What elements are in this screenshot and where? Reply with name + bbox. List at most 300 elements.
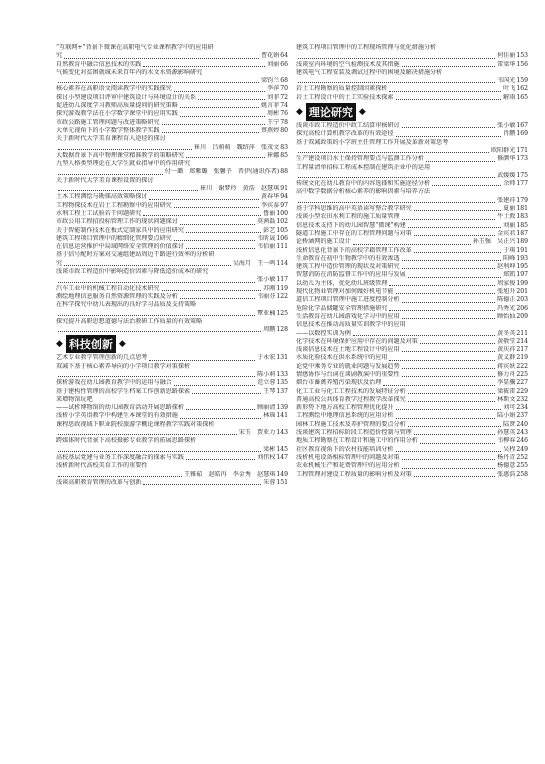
entry-author: 解雨 [503, 93, 516, 101]
entry-page: 171 [516, 146, 528, 154]
toc-entry [296, 454, 528, 462]
entry-page: 88 [280, 168, 288, 176]
entry-title: “互联网+”背景下微课在高职电气专业课程教学中的应用研 [56, 44, 214, 51]
toc-entry [56, 69, 288, 77]
entry-author: 李萍 [267, 85, 280, 93]
toc-entry [56, 177, 288, 185]
toc-entry [56, 160, 288, 168]
toc-entry [296, 429, 528, 437]
dot-leader [58, 315, 255, 316]
dot-leader [402, 219, 495, 220]
entry-title: 建筑工程项目管理中的精细化管理要点研究 [56, 234, 172, 242]
entry-title: 艺术专业教学管理创新的几点思考 [56, 354, 148, 362]
entry-page: 209 [516, 312, 528, 320]
entry-title: 生命教育在初中生物教学中的有效渗透 [296, 254, 400, 262]
toc-entry [296, 354, 528, 362]
entry-title: 高校基层党建与业务工作深度融合的探索与实践 [56, 453, 184, 461]
toc-entry [56, 135, 288, 143]
toc-entry [296, 371, 528, 379]
toc-entry [56, 326, 288, 334]
entry-page: 169 [516, 130, 528, 138]
dot-leader [58, 434, 237, 435]
dot-leader [162, 290, 262, 291]
toc-entry [56, 396, 288, 404]
entry-title: 大单元视角下的小学数学整体教学实践 [56, 126, 160, 134]
entry-author: 韦昕晟 [257, 234, 276, 242]
entry-author: 覃亚楠 [257, 309, 276, 317]
toc-entry [296, 296, 528, 304]
toc-entry [296, 44, 528, 52]
toc-entry [56, 354, 288, 362]
entry-title: 高中数学数据分析核心素养的影响因素与培养方法 [296, 188, 431, 196]
entry-page: 125 [276, 309, 288, 317]
dot-leader [402, 268, 495, 269]
dot-leader [180, 224, 255, 225]
toc-entry [56, 152, 288, 160]
entry-title: 化学技术在环境保护应用中存在的问题及对策 [296, 337, 418, 345]
entry-author: 雷梁华 [497, 60, 516, 68]
entry-author: 张小敏 [257, 276, 276, 284]
entry-title: 来增物馆玩吧 [56, 395, 93, 403]
entry-page: 206 [516, 304, 528, 312]
entry-author: 周家俊 [497, 279, 516, 287]
entry-title: 土木工程测绘与勘探高效策略探讨 [56, 193, 148, 201]
entry-title: 探究游戏教学法在小学数学课堂中的应用实践 [56, 110, 178, 118]
dot-leader [353, 244, 471, 245]
toc-entry [296, 164, 528, 172]
dot-leader [58, 174, 163, 175]
entry-title: 市政公用工程招投标管理工作的现状问题探讨 [56, 218, 178, 226]
diamond-icon: ◆ [118, 339, 126, 350]
entry-title: 核心素养在高职语文阅读教学中的实践探究 [56, 85, 172, 93]
entry-page: 179 [516, 196, 528, 204]
entry-page: 133 [276, 370, 288, 378]
entry-title: 农业机械生产和花费管理中的应用分析 [296, 462, 400, 470]
toc-entry [296, 346, 528, 354]
entry-page: 187 [516, 229, 528, 237]
entry-page: 246 [516, 437, 528, 445]
entry-author: 莫茜磊 [257, 218, 276, 226]
toc-entry [56, 102, 288, 110]
toc-entry [296, 305, 528, 313]
entry-title: 在信息运营推护中局域网络安全管理的价值探讨 [56, 243, 184, 251]
entry-author: 刘丽 [267, 60, 280, 68]
dot-leader [389, 285, 495, 286]
entry-author: 杨德意 [497, 462, 516, 470]
entry-author: 杨丹青 [497, 453, 516, 461]
entry-author: 梁筱雷 [497, 387, 516, 395]
diamond-icon: ◆ [296, 107, 303, 118]
entry-author: 苏刚 [263, 284, 276, 292]
dot-leader [414, 434, 495, 435]
entry-title: 隧道工程施工中存在的工程管理问题与对策 [296, 229, 412, 237]
toc-entry [56, 260, 288, 268]
toc-entry [296, 213, 528, 221]
toc-entry [296, 338, 528, 346]
dot-leader [58, 476, 182, 477]
toc-list-lilun [296, 122, 528, 479]
dot-leader [402, 459, 495, 460]
entry-title: 地质工程勘察在工程设计和施工中的作用分析 [296, 437, 418, 445]
entry-title: 岩土工程勘察的质量控制因素探析 [296, 85, 388, 93]
entry-page: 105 [276, 226, 288, 234]
entry-author: 张惠浩 [497, 470, 516, 478]
toc-entry [296, 94, 528, 102]
entry-author: 韦国光 [497, 77, 516, 85]
entry-title: 市政公路施工管理问题与改进策略研究 [56, 118, 160, 126]
entry-page: 258 [516, 470, 528, 478]
entry-author: 肖鹏 [503, 130, 516, 138]
dot-leader [64, 265, 231, 266]
entry-page: 64 [280, 52, 288, 60]
entry-title: 水质化验技术在供水系统中的应用 [296, 354, 388, 362]
entry-title: ——以数控实训为例 [296, 329, 351, 337]
entry-page: 167 [516, 122, 528, 130]
entry-author: 周鹏 [263, 326, 276, 334]
dot-leader [298, 177, 495, 178]
toc-entry [296, 188, 528, 196]
entry-title: 探究高校计算机教学改革的有效途径 [296, 130, 394, 138]
entry-title: 化工工业与化工工程技术的发展特征分析 [296, 387, 406, 395]
toc-entry [56, 243, 288, 251]
entry-page: 151 [276, 478, 288, 486]
dot-leader [408, 401, 495, 402]
dot-leader [396, 136, 502, 137]
section-heading-text: 理论研究 [306, 103, 356, 121]
entry-title: 水利工程土工试验若干问题研究 [56, 209, 142, 217]
entry-author: 陆贤 [503, 420, 516, 428]
entry-title: 论桥涵网的施工设计 [296, 238, 351, 246]
toc-entry [296, 205, 528, 213]
entry-author: 蔡燕婷 [260, 126, 280, 134]
entry-title: 情感协作与台词在谈剧教演中的重要性 [296, 370, 400, 378]
dot-leader [426, 161, 495, 162]
entry-author: 刘丽 [503, 221, 516, 229]
entry-page: 189 [516, 238, 528, 246]
dot-leader [143, 66, 265, 67]
dot-leader [58, 82, 259, 83]
entry-title: 传统文化在幼儿教育中的内容选择和实施途径分析 [296, 180, 431, 188]
dot-leader [198, 99, 265, 100]
entry-title: 究 [56, 259, 63, 267]
entry-author: 于永宏 [257, 354, 276, 362]
entry-page: 165 [516, 93, 528, 101]
dot-leader [420, 343, 495, 344]
entry-author: 何佳丽 [497, 52, 516, 60]
toc-entry [56, 446, 288, 454]
toc-entry [296, 437, 528, 445]
entry-title: 道信工程项目管理中施工进度控制分析 [296, 296, 400, 304]
entry-title: 浅谈信息技术在土地工程设计中的应用 [296, 346, 400, 354]
dot-leader [414, 235, 495, 236]
entry-page: 222 [516, 362, 528, 370]
entry-page: 72 [280, 93, 288, 101]
dot-leader [174, 207, 259, 208]
dot-leader [64, 58, 259, 59]
entry-page: 211 [516, 329, 528, 337]
dot-leader [192, 393, 261, 394]
dot-leader [389, 310, 495, 311]
toc-entry [56, 44, 288, 52]
entry-page: 80 [280, 126, 288, 134]
toc-list-keji [56, 354, 288, 487]
dot-leader [396, 293, 496, 294]
dot-leader [408, 227, 501, 228]
entry-title: 智慧消防在消防监督工作中的应用与发展 [296, 271, 406, 279]
entry-title: 课程思政视域下职业院校旅游学概论课程教学实践对策探析 [56, 420, 215, 428]
entry-page: 156 [516, 60, 528, 68]
entry-title: 基于学科思维的高中英语读写整合教学研究 [296, 205, 412, 213]
entry-title: 工程物探技术在岩土工程勘察中的应用研究 [56, 201, 172, 209]
entry-page: 225 [516, 370, 528, 378]
entry-page: 240 [516, 420, 528, 428]
entry-page: 147 [276, 453, 288, 461]
entry-author: 宋玉 贾亚力 [238, 429, 276, 437]
toc-entry [296, 363, 528, 371]
entry-page: 114 [276, 259, 288, 267]
entry-title: 浅谈市政工程造价中政工结算审核研讨 [296, 122, 400, 130]
entry-author: 王宁 [267, 118, 280, 126]
toc-entry [296, 155, 528, 163]
entry-author: 吴海月 王一鸣 [232, 259, 276, 267]
toc-entry [56, 285, 288, 293]
entry-page: 143 [276, 429, 288, 437]
entry-author: 朱蓉 [263, 478, 276, 486]
entry-author: 姚言菲 [260, 102, 280, 110]
toc-column-left [56, 44, 288, 487]
toc-entry [296, 271, 528, 279]
entry-title: 关于新时代大学美育课程设置的探讨 [56, 176, 154, 184]
entry-title: 探析游戏在幼儿园教育教学中的运用与融合 [56, 379, 172, 387]
entry-page: 117 [276, 276, 288, 284]
entry-page: 177 [516, 180, 528, 188]
toc-entry [56, 479, 288, 487]
entry-author: 鲁丽 [263, 209, 276, 217]
toc-entry [56, 318, 288, 326]
entry-title: 测绘地理信息服务自然资源管理的实践及分析 [56, 292, 178, 300]
entry-page: 139 [276, 404, 288, 412]
entry-page: 197 [516, 271, 528, 279]
entry-page: 175 [516, 171, 528, 179]
entry-author: 黄义群 [497, 354, 516, 362]
entry-page: 141 [276, 412, 288, 420]
toc-entry [56, 110, 288, 118]
entry-title: 双减下基于核心素养导向的小学项目教学对策探析 [56, 362, 191, 370]
entry-page: 249 [516, 445, 528, 453]
toc-entry [56, 462, 288, 470]
entry-author: 韦丽芬 [257, 292, 276, 300]
dot-leader [396, 451, 502, 452]
entry-title: 关于智能制作技术在板式定制家具中的应用研究 [56, 226, 184, 234]
toc-entry [56, 268, 288, 276]
dot-leader [389, 91, 501, 92]
dot-leader [149, 360, 255, 361]
entry-title: 基于双减政策的小学班主任管理工作开展及革新对策思考 [296, 138, 449, 146]
entry-page: 183 [516, 213, 528, 221]
entry-title: 浅析机电设备相标管理中的问题及对策 [296, 453, 400, 461]
dot-leader [58, 282, 255, 283]
toc-entry [296, 197, 528, 205]
entry-author: 陈德正 [497, 296, 516, 304]
entry-title: 自然教育中融合信息技术的实践 [56, 60, 142, 68]
dot-leader [58, 376, 255, 377]
toc-entry [56, 202, 288, 210]
entry-title: 基于建构性管理的高校学生档案工作创新思路探索 [56, 387, 191, 395]
dot-leader [353, 335, 495, 336]
entry-page: 106 [276, 234, 288, 242]
entry-title: 工程量清单招标工程成本控制在建筑企业中的运用 [296, 163, 431, 171]
entry-author: 牛士敦 [497, 213, 516, 221]
entry-page: 122 [276, 292, 288, 300]
entry-title: 浅析新时代高校美育工作的重要性 [56, 462, 148, 470]
entry-author: 范立蓉 [257, 379, 276, 387]
entry-author: 黄庆祥 [497, 346, 516, 354]
dot-leader [432, 185, 501, 186]
toc-entry [296, 122, 528, 130]
toc-entry [56, 168, 288, 176]
toc-entry [296, 85, 528, 93]
entry-page: 229 [516, 387, 528, 395]
entry-author: 韦柳春 [497, 437, 516, 445]
section-heading-text: 科技创新 [66, 335, 116, 353]
entry-title: 浅谈市政工程造价中影响造价因素与降低造价成本的研究 [56, 268, 209, 276]
toc-entry [56, 227, 288, 235]
dot-leader [402, 260, 502, 261]
entry-page: 149 [276, 470, 288, 478]
entry-author: 冯秀光 [497, 304, 516, 312]
toc-entry [296, 421, 528, 429]
toc-entry [296, 462, 528, 470]
entry-page: 76 [280, 110, 288, 118]
entry-page: 232 [516, 395, 528, 403]
entry-author: 梁彬 [263, 445, 276, 453]
toc-entry [296, 388, 528, 396]
toc-entry [56, 412, 288, 420]
entry-page: 203 [516, 296, 528, 304]
toc-entry [56, 193, 288, 201]
entry-title: 建筑工程中造价管理的现状及对策研究 [296, 263, 400, 271]
toc-entry [296, 69, 528, 77]
entry-title: 基于信号配时方案对交通组建站周边干路进行效率的分析研 [56, 251, 215, 259]
entry-title: 社区教育视角下的农村技能培训分析 [296, 445, 394, 453]
dot-leader [402, 468, 495, 469]
toc-entry [296, 280, 528, 288]
entry-author: 崔川 谢梦玲 黄浩 赵慧琪 [200, 185, 280, 193]
entry-title: 生产建设项目水土保持管理要点与监测工作分析 [296, 155, 424, 163]
dot-leader [383, 385, 495, 386]
toc-entry [296, 247, 528, 255]
entry-author: 王雅茹 赵皓冉 李金秀 赵慧琪 [183, 470, 276, 478]
entry-author: 崔川 吕萌萌 魏绍萍 张茂文 [193, 143, 280, 151]
entry-page: 173 [516, 155, 528, 163]
entry-author: 黄春华 [260, 193, 280, 201]
entry-page: 227 [516, 379, 528, 387]
dot-leader [143, 484, 261, 485]
entry-page: 237 [516, 412, 528, 420]
entry-author: 吴程 [503, 445, 516, 453]
toc-entry [296, 61, 528, 69]
entry-page: 97 [280, 201, 288, 209]
toc-entry [56, 251, 288, 259]
dot-leader [402, 376, 495, 377]
toc-entry [56, 235, 288, 243]
entry-page: 135 [276, 379, 288, 387]
entry-author: 陈小莉 [257, 370, 276, 378]
diamond-icon: ◆ [56, 339, 63, 350]
entry-author: 阳峰 [503, 254, 516, 262]
toc-entry [296, 471, 528, 479]
entry-title: 论党中乘务专业的就业问题与发展趋势 [296, 362, 400, 370]
entry-title: 在科学探究中幼儿表现出的良好学习品质及支持策略 [56, 301, 197, 309]
dot-leader [414, 476, 495, 477]
entry-page: 214 [516, 337, 528, 345]
entry-title: 信息技术支持下的幼儿园智慧“微课”构建 [296, 221, 406, 229]
toc-entry [296, 288, 528, 296]
dot-leader [186, 459, 255, 460]
toc-entry [56, 404, 288, 412]
toc-entry [56, 429, 288, 437]
entry-author: 夏丽 [503, 205, 516, 213]
dot-leader [402, 127, 495, 128]
entry-page: 181 [516, 205, 528, 213]
toc-entry [56, 471, 288, 479]
toc-entry [56, 210, 288, 218]
dot-leader [396, 409, 502, 410]
section-heading-keji [56, 337, 288, 351]
toc-entry [296, 396, 528, 404]
entry-title: 浅谈小型农田水利工程的施工质量管理 [296, 213, 400, 221]
entry-author: 林斯文 [497, 395, 516, 403]
dot-leader [408, 277, 501, 278]
entry-title: 探究提升高职思想道德与法治教研工作质量的有效策略 [56, 317, 203, 325]
toc-entry [296, 404, 528, 412]
entry-author: 蒋宾妖 [497, 362, 516, 370]
entry-author: 韦佰丽 [257, 243, 276, 251]
entry-title: 生活教育在幼儿园游戏化学习中的应用 [296, 312, 400, 320]
toc-entry [296, 147, 528, 155]
dot-leader [58, 190, 198, 191]
toc-entry [56, 363, 288, 371]
entry-author: 王琴 [263, 387, 276, 395]
entry-page: 159 [516, 77, 528, 85]
dot-leader [420, 443, 495, 444]
toc-entry [296, 172, 528, 180]
entry-title: 促进幼儿深度学习教师高质量提问的研究策略 [56, 102, 178, 110]
dot-leader [389, 360, 495, 361]
entry-page: 191 [516, 246, 528, 254]
entry-title: 浅谈高职教育管理的改革与创新 [56, 478, 142, 486]
dot-leader [396, 418, 496, 419]
entry-author: 彭艺 [263, 226, 276, 234]
entry-page: 70 [280, 85, 288, 93]
entry-title: 探讨小型建设项目评审中建筑设计与环境设计的关系 [56, 93, 197, 101]
toc-entry [296, 180, 528, 188]
toc-entry [56, 127, 288, 135]
entry-author: 孙玉强 吴正兴 [472, 238, 516, 246]
entry-page: 128 [276, 326, 288, 334]
entry-title: 信息技术在推动高质量实训教学中的应用 [296, 321, 406, 329]
entry-author: 叶飞 [503, 85, 516, 93]
entry-author: 张建祥 [497, 196, 516, 204]
toc-entry [296, 77, 528, 85]
entry-author: 周彬 [267, 110, 280, 118]
entry-page: 83 [280, 143, 288, 151]
dot-leader [396, 99, 502, 100]
dot-leader [402, 368, 495, 369]
toc-entry [296, 263, 528, 271]
toc-entry [56, 454, 288, 462]
entry-author: 刘可 [503, 404, 516, 412]
